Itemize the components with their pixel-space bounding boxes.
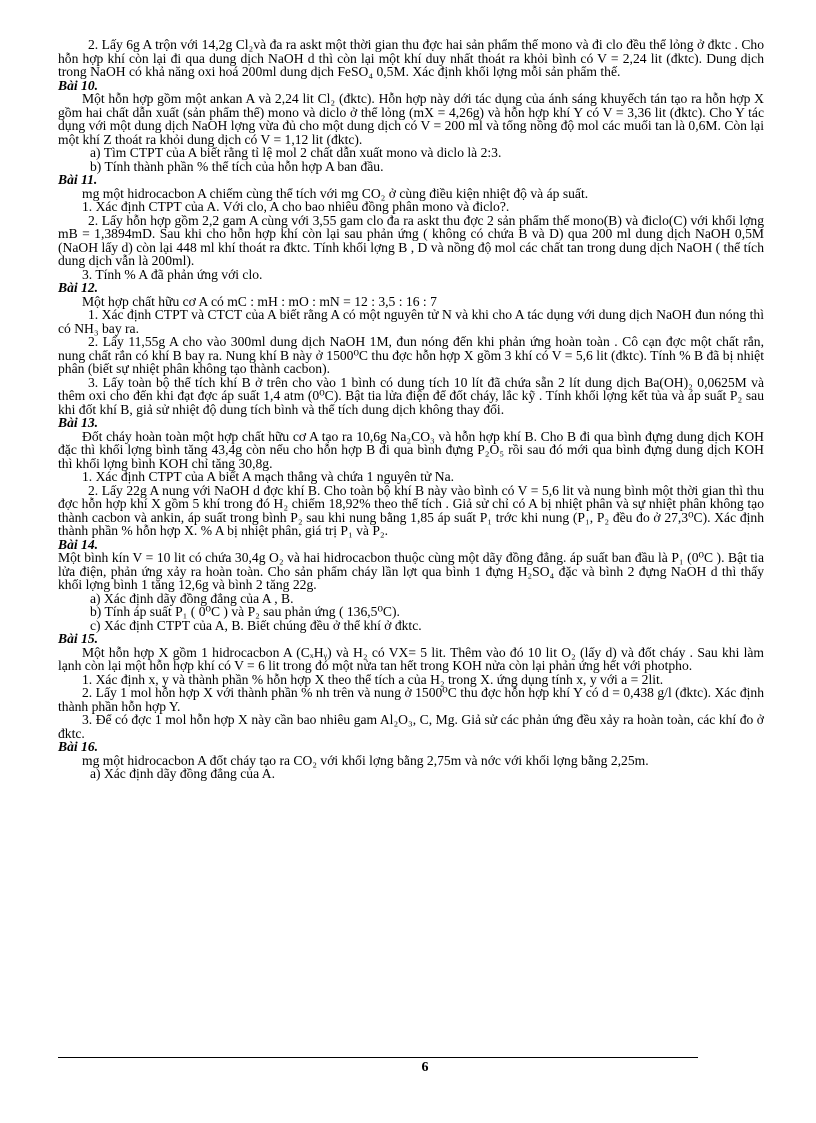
paragraph: 2. Lấy 22g A nung với NaOH d đợc khí B. Cho toàn bộ khí B này vào bình có V = 5,6 lit và nung bình một thời gian thì thu đợc hỗn hợp khí X gồm 5 khí trong đó H₂ chiếm 18,92% theo thể tích . Giả sử chỉ có A bị nhiệt phân và sự nhiệt phân không tạo thành cacbon và ankin, áp suất trong bình P₂ sau khi nung bằng 1,85 áp suất P₁ trớc khi nung (P₁, P₂ đều đo ở 27,3⁰C). Xác định thành phần % hỗn hợp X. % A bị nhiệt phân, giá trị P₁ và P₂. [58, 482, 764, 538]
exercise-heading: Bài 14. [58, 536, 99, 552]
sub-question: b) Tính áp suất P₁ ( 0⁰C ) và P₂ sau phản ứng ( 136,5⁰C). [90, 604, 400, 619]
paragraph: 1. Xác định CTPT của A. Với clo, A cho bao nhiêu đồng phân mono và điclo?. [82, 199, 510, 214]
sub-question: a) Tìm CTPT của A biết rằng tỉ lệ mol 2 chất dẫn xuất mono và diclo là 2:3. [90, 145, 502, 160]
paragraph: 2. Lấy hỗn hợp gồm 2,2 gam A cùng với 3,55 gam clo đa ra askt thu đợc 2 sản phẩm thế mono(B) và điclo(C) với khối lợng mB = 1,3894mD. Sau khi cho hỗn hợp khí còn lại sau phản ứng ( không có chứa B và D) qua 200 ml dung dịch NaOH 0,5M (NaOH lấy d) còn lại 448 ml khí thoát ra đktc. Tính khối lợng B , D và nồng độ mol các chất tan trong dung dịch NaOH ( thể tích dung dịch vẫn là 200ml). [58, 212, 764, 268]
paragraph: 2. Lấy 6g A trộn với 14,2g Cl₂và đa ra askt một thời gian thu đợc hai sản phẩm thế mono và đi clo đều thể lỏng ở đktc . Cho hỗn hợp khí còn lại đi qua dung dịch NaOH d thì còn lại một khí duy nhất thoát ra khỏi bình có V = 2,24 lit (đktc). Dung dịch trong NaOH có khả năng oxi hoá 200ml dung dịch FeSO₄ 0,5M. Xác định khối lợng mỗi sản phẩm thế. [58, 37, 764, 79]
footer-divider [58, 1057, 698, 1058]
paragraph: Đốt cháy hoàn toàn một hợp chất hữu cơ A tạo ra 10,6g Na₂CO₃ và hỗn hợp khí B. Cho B đi qua bình đựng dung dịch KOH đặc thì khối lợng bình tăng 43,4g còn nếu cho hỗn hợp B đi qua bình đựng P₂O₅ rồi sau đó mới qua bình đựng dung dịch KOH thì khối lợng bình KOH chỉ tăng 30,8g. [58, 428, 764, 471]
paragraph: 3. Lấy toàn bộ thể tích khí B ở trên cho vào 1 bình có dung tích 10 lít đã chứa sẵn 2 lít dung dịch Ba(OH)₂ 0,0625M và thêm oxi cho đến khi đạt đợc áp suất 1,4 atm (0⁰C). Bật tia lửa điện để đốt cháy, lắc kỹ . Tính khối lợng kết tủa và áp suất P₂ sau khi đốt khí B, giả sử nhiệt độ dung tích bình và thể tích dung dịch không thay đổi. [58, 374, 764, 417]
paragraph: Một bình kín V = 10 lit có chứa 30,4g O₂ và hai hidrocacbon thuộc cùng một dãy đồng đẳng. áp suất ban đầu là P₁ (0⁰C ). Bật tia lửa điện, phản ứng xảy ra hoàn toàn. Cho sản phẩm cháy lần lợt qua bình 1 đựng H₂SO₄ đặc và bình 2 đựng NaOH d thì thấy khối lợng bình 1 tăng 12,6g và bình 2 tăng 22g. [58, 550, 764, 592]
exercise-heading: Bài 15. [58, 631, 99, 646]
page-content [58, 38, 764, 781]
exercise-heading: Bài 12. [58, 280, 99, 295]
page-number: 6 [421, 1060, 429, 1075]
paragraph: 2. Lấy 11,55g A cho vào 300ml dung dịch NaOH 1M, đun nóng đến khi phản ứng hoàn toàn . Cô cạn đợc một chất rắn, nung chất rắn có khí B bay ra. Nung khí B này ở 1500⁰C thu đợc hỗn hợp X gồm 3 khí có V = 5,6 lit (đktc). Tính % B đã bị nhiệt phân (biết sự nhiệt phân không tạo thành cacbon). [58, 334, 764, 376]
paragraph: 3. Để có đợc 1 mol hỗn hợp X này cần bao nhiêu gam Al₂O₃, C, Mg. Giả sử các phản ứng đều xảy ra hoàn toàn, các khí đo ở đktc. [58, 712, 764, 741]
paragraph: 1. Xác định x, y và thành phần % hỗn hợp X theo thể tích a của H₂ trong X. ứng dụng tính x, y với a = 2lit. [82, 671, 664, 687]
paragraph: 2. Lấy 1 mol hỗn hợp X với thành phần % nh trên và nung ở 1500⁰C thu đợc hỗn hợp khí Y có d = 0,438 g/l (đktc). Xác định thành phần hỗn hợp Y. [58, 685, 764, 714]
exercise-heading: Bài 13. [58, 415, 99, 430]
paragraph: 1. Xác định CTPT và CTCT của A biết rằng A có một nguyên tử N và khi cho A tác dụng với dung dịch NaOH đun nóng thì có NH₃ bay ra. [58, 307, 764, 336]
sub-question: b) Tính thành phần % thể tích của hỗn hợp A ban đầu. [90, 158, 384, 174]
paragraph: mg một hidrocacbon A chiếm cùng thể tích với mg CO₂ ở cùng điều kiện nhiệt độ và áp suất. [82, 185, 589, 201]
paragraph: 3. Tính % A đã phản ứng với clo. [82, 266, 263, 282]
exercise-heading: Bài 10. [58, 77, 99, 93]
paragraph: 1. Xác định CTPT của A biết A mạch thẳng và chứa 1 nguyên tử Na. [82, 469, 455, 484]
paragraph: Một hỗn hợp gồm một ankan A và 2,24 lit Cl₂ (đktc). Hỗn hợp này dới tác dụng của ánh sáng khuyếch tán tạo ra hỗn hợp X gồm hai chất dẫn xuất (sản phẩm thế) mono và diclo ở thể lỏng (mX = 4,26g) và hỗn hợp khí Y có V = 3,36 lit (đktc). Cho Y tác dụng với một dung dịch NaOH lợng vừa đủ cho một dung dịch có V = 200 ml và tổng nồng độ mol các muối tan là 0,6M. Còn lại một khí Z thoát ra khỏi dung dịch có V = 1,12 lit (đktc). [58, 91, 764, 147]
exercise-heading: Bài 16. [58, 739, 99, 754]
paragraph: Một hỗn hợp X gồm 1 hidrocacbon A (CₓHᵧ) và H₂ có VX= 5 lit. Thêm vào đó 10 lit O₂ (lấy d) và đốt cháy . Sau khi làm lạnh còn lại một hỗn hợp khí có V = 6 lit trong đó một nửa tan hết trong KOH nửa còn lại phản ứng hết với photpho. [58, 644, 764, 673]
sub-question: c) Xác định CTPT của A, B. Biết chúng đều ở thể khí ở đktc. [90, 617, 422, 633]
paragraph: mg một hidrocacbon A đốt cháy tạo ra CO₂ với khối lợng bằng 2,75m và nớc với khối lợng bằng 2,25m. [82, 752, 649, 768]
sub-question: a) Xác định dãy đồng đẳng của A , B. [90, 590, 294, 606]
exercise-heading: Bài 11. [58, 172, 98, 187]
sub-question: a) Xác định dãy đồng đẳng của A. [90, 766, 275, 781]
paragraph: Một hợp chất hữu cơ A có mC : mH : mO : mN = 12 : 3,5 : 16 : 7 [82, 293, 437, 309]
